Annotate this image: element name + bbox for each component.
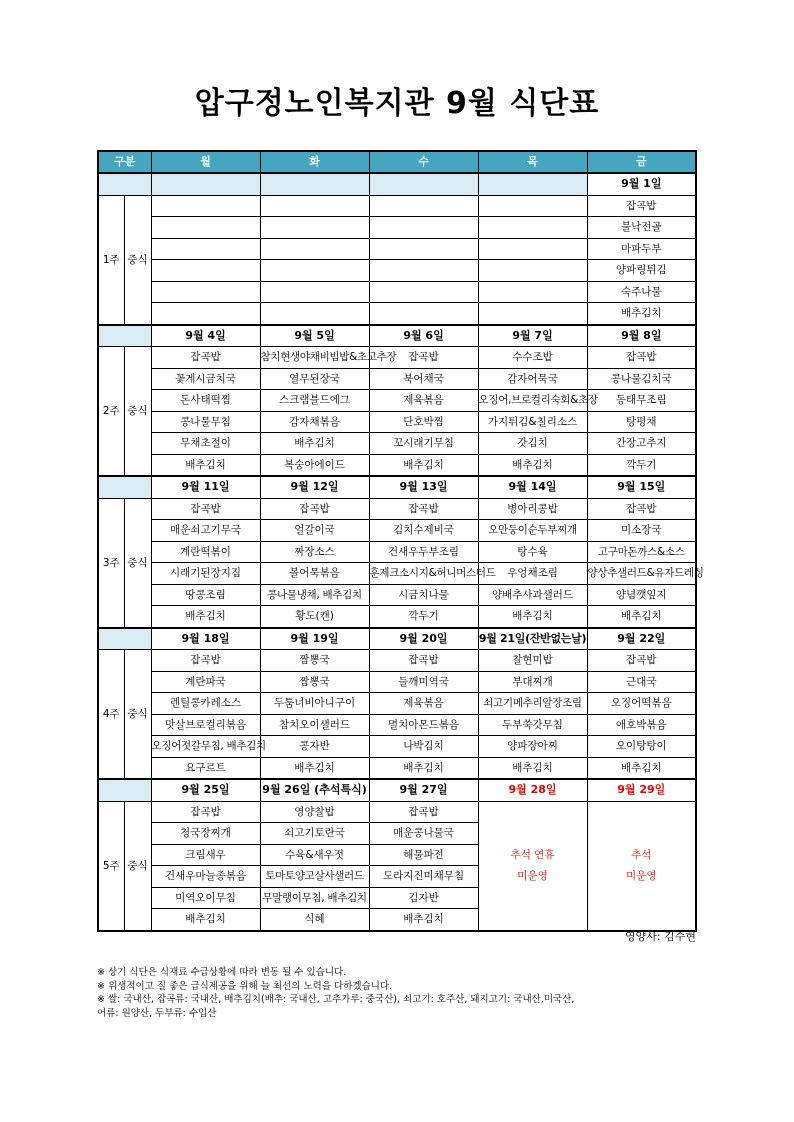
date-cell: 9월 19일 bbox=[260, 628, 369, 650]
menu-cell: 잡곡밥 bbox=[369, 347, 478, 369]
menu-cell: 병아리콩밥 bbox=[478, 498, 587, 520]
menu-cell: 숙주나물 bbox=[587, 281, 696, 303]
menu-cell bbox=[151, 195, 260, 217]
menu-cell bbox=[478, 823, 587, 845]
menu-cell: 복숭아에이드 bbox=[260, 454, 369, 476]
menu-cell: 오이탕탕이 bbox=[587, 736, 696, 758]
menu-cell: 동태무조림 bbox=[587, 390, 696, 412]
date-row-blank bbox=[98, 476, 151, 498]
menu-row bbox=[98, 671, 696, 693]
menu-cell: 불낙전골 bbox=[587, 217, 696, 239]
menu-cell: 오징어떡볶음 bbox=[587, 693, 696, 715]
note-line: ※ 쌀: 국내산, 잡곡류: 국내산, 배추김치(배추: 국내산, 고추가루: 중국산), 쇠고기: 호주산, 돼지고기: 국내산,미국산, bbox=[97, 994, 575, 1005]
menu-cell: 쇠고기메추리알장조림 bbox=[478, 693, 587, 715]
menu-cell bbox=[369, 260, 478, 282]
note-line: ※ 상기 식단은 식재료 수급상황에 따라 변동 될 수 있습니다. bbox=[97, 967, 347, 978]
menu-cell: 렌틸콩카레소스 bbox=[151, 693, 260, 715]
menu-cell: 양념깻잎지 bbox=[587, 584, 696, 606]
menu-cell: 훈제크소시지&허니머스터드 bbox=[369, 563, 478, 585]
menu-cell: 건새우두부조림 bbox=[369, 541, 478, 563]
date-cell: 9월 12일 bbox=[260, 476, 369, 498]
date-row-blank bbox=[98, 325, 151, 347]
header-day: 월 bbox=[151, 151, 260, 173]
menu-cell: 고구마돈까스&소스 bbox=[587, 541, 696, 563]
menu-cell: 참치현생야채비빔밥&초고추장 bbox=[260, 347, 369, 369]
date-row-blank bbox=[98, 779, 151, 801]
table-header-row bbox=[98, 151, 696, 173]
menu-cell: 계란떡볶이 bbox=[151, 541, 260, 563]
menu-cell: 나박김치 bbox=[369, 736, 478, 758]
date-cell bbox=[478, 173, 587, 195]
menu-cell bbox=[478, 195, 587, 217]
menu-cell: 감자채볶음 bbox=[260, 411, 369, 433]
menu-cell: 배추김치 bbox=[478, 454, 587, 476]
menu-cell: 갓김치 bbox=[478, 433, 587, 455]
menu-cell: 두툼너비아니구이 bbox=[260, 693, 369, 715]
menu-cell: 미역오이무침 bbox=[151, 887, 260, 909]
menu-cell: 잡곡밥 bbox=[369, 650, 478, 672]
menu-cell: 잡곡밥 bbox=[151, 347, 260, 369]
menu-cell: 배추김치 bbox=[587, 757, 696, 779]
menu-cell: 깍두기 bbox=[369, 606, 478, 628]
menu-cell: 애호박볶음 bbox=[587, 714, 696, 736]
menu-row bbox=[98, 520, 696, 542]
menu-cell: 배추김치 bbox=[151, 909, 260, 931]
menu-row bbox=[98, 736, 696, 758]
menu-cell bbox=[587, 823, 696, 845]
date-cell: 9월 15일 bbox=[587, 476, 696, 498]
date-row bbox=[98, 173, 696, 195]
note-line: ※ 위생적이고 질 좋은 급식제공을 위해 늘 최선의 노력을 다하겠습니다. bbox=[97, 980, 393, 992]
menu-cell: 간장고추지 bbox=[587, 433, 696, 455]
menu-cell: 해물파전 bbox=[369, 844, 478, 866]
menu-cell: 맛살브로컬리볶음 bbox=[151, 714, 260, 736]
menu-cell bbox=[587, 801, 696, 823]
menu-cell bbox=[151, 303, 260, 325]
menu-cell bbox=[151, 217, 260, 239]
menu-cell: 미운영 bbox=[478, 866, 587, 888]
date-row bbox=[98, 325, 696, 347]
date-row-blank bbox=[98, 628, 151, 650]
menu-cell: 추석 연휴 bbox=[478, 844, 587, 866]
date-cell: 9월 7일 bbox=[478, 325, 587, 347]
menu-cell: 배추김치 bbox=[260, 433, 369, 455]
menu-cell: 마파두부 bbox=[587, 238, 696, 260]
menu-cell: 짬뽕국 bbox=[260, 650, 369, 672]
menu-row bbox=[98, 281, 696, 303]
menu-row bbox=[98, 390, 696, 412]
menu-cell: 미운영 bbox=[587, 866, 696, 888]
menu-cell bbox=[260, 260, 369, 282]
menu-row bbox=[98, 844, 696, 866]
date-row-blank bbox=[98, 173, 151, 195]
menu-cell: 오만둥이순두부찌개 bbox=[478, 520, 587, 542]
menu-cell: 김치수제비국 bbox=[369, 520, 478, 542]
meal-label: 중식 bbox=[124, 801, 151, 931]
menu-cell: 배추김치 bbox=[587, 606, 696, 628]
header-day: 금 bbox=[587, 151, 696, 173]
menu-cell: 잡곡밥 bbox=[151, 650, 260, 672]
menu-cell: 들깨미역국 bbox=[369, 671, 478, 693]
menu-cell: 배추김치 bbox=[151, 454, 260, 476]
menu-cell: 배추김치 bbox=[260, 757, 369, 779]
menu-cell: 수육&새우젓 bbox=[260, 844, 369, 866]
menu-cell: 탕평채 bbox=[587, 411, 696, 433]
date-cell: 9월 25일 bbox=[151, 779, 260, 801]
menu-cell: 매운쇠고기무국 bbox=[151, 520, 260, 542]
menu-cell bbox=[369, 238, 478, 260]
menu-row bbox=[98, 823, 696, 845]
menu-cell bbox=[260, 281, 369, 303]
menu-cell: 무채초절이 bbox=[151, 433, 260, 455]
menu-cell bbox=[369, 281, 478, 303]
meal-label: 중식 bbox=[124, 195, 151, 325]
menu-cell bbox=[478, 217, 587, 239]
header-day: 화 bbox=[260, 151, 369, 173]
menu-cell: 배추김치 bbox=[369, 454, 478, 476]
menu-cell: 잡곡밥 bbox=[260, 498, 369, 520]
date-cell: 9월 4일 bbox=[151, 325, 260, 347]
menu-cell bbox=[369, 195, 478, 217]
date-cell: 9월 6일 bbox=[369, 325, 478, 347]
date-cell: 9월 13일 bbox=[369, 476, 478, 498]
menu-cell: 볼어묵볶음 bbox=[260, 563, 369, 585]
date-cell: 9월 26일 (추석특식) bbox=[260, 779, 369, 801]
date-cell bbox=[260, 173, 369, 195]
header-gubun: 구분 bbox=[98, 151, 151, 173]
menu-row bbox=[98, 866, 696, 888]
menu-row bbox=[98, 650, 696, 672]
menu-cell: 잡곡밥 bbox=[587, 347, 696, 369]
menu-cell: 배추김치 bbox=[369, 757, 478, 779]
date-cell: 9월 1일 bbox=[587, 173, 696, 195]
menu-cell: 김자반 bbox=[369, 887, 478, 909]
date-cell: 9월 27일 bbox=[369, 779, 478, 801]
menu-cell: 잡곡밥 bbox=[587, 498, 696, 520]
menu-cell: 콩자반 bbox=[260, 736, 369, 758]
menu-cell: 영양찰밥 bbox=[260, 801, 369, 823]
menu-cell: 단호박찜 bbox=[369, 411, 478, 433]
meal-label: 중식 bbox=[124, 498, 151, 628]
date-row bbox=[98, 779, 696, 801]
menu-cell: 잡곡밥 bbox=[587, 195, 696, 217]
meal-label: 중식 bbox=[124, 347, 151, 477]
menu-row bbox=[98, 887, 696, 909]
menu-cell: 열무된장국 bbox=[260, 368, 369, 390]
menu-cell: 두부쑥갓무침 bbox=[478, 714, 587, 736]
date-cell: 9월 11일 bbox=[151, 476, 260, 498]
menu-cell: 잡곡밥 bbox=[369, 801, 478, 823]
menu-cell: 부대찌개 bbox=[478, 671, 587, 693]
menu-row bbox=[98, 260, 696, 282]
menu-cell: 오징어젓갈무침, 배추김치 bbox=[151, 736, 260, 758]
menu-cell: 꽃게시금치국 bbox=[151, 368, 260, 390]
date-cell: 9월 14일 bbox=[478, 476, 587, 498]
menu-cell: 추석 bbox=[587, 844, 696, 866]
menu-cell: 찰현미밥 bbox=[478, 650, 587, 672]
menu-cell: 멸치아몬드볶음 bbox=[369, 714, 478, 736]
menu-row bbox=[98, 217, 696, 239]
menu-row bbox=[98, 563, 696, 585]
menu-cell bbox=[260, 303, 369, 325]
date-cell: 9월 20일 bbox=[369, 628, 478, 650]
menu-cell bbox=[478, 909, 587, 931]
menu-cell: 콩나물무침 bbox=[151, 411, 260, 433]
menu-cell: 계란파국 bbox=[151, 671, 260, 693]
menu-row bbox=[98, 909, 696, 931]
menu-cell: 배추김치 bbox=[151, 606, 260, 628]
menu-row bbox=[98, 454, 696, 476]
menu-cell: 얼갈이국 bbox=[260, 520, 369, 542]
menu-cell bbox=[478, 260, 587, 282]
menu-cell: 짜장소스 bbox=[260, 541, 369, 563]
menu-cell: 짬뽕국 bbox=[260, 671, 369, 693]
menu-row bbox=[98, 541, 696, 563]
menu-cell: 땅콩조림 bbox=[151, 584, 260, 606]
menu-cell: 콩나물냉채, 배추김치 bbox=[260, 584, 369, 606]
menu-row bbox=[98, 303, 696, 325]
menu-row bbox=[98, 714, 696, 736]
menu-cell: 오징어,브로컬리숙회&초장 bbox=[478, 390, 587, 412]
notes bbox=[97, 966, 717, 1020]
menu-cell bbox=[260, 195, 369, 217]
menu-row bbox=[98, 368, 696, 390]
menu-cell bbox=[478, 303, 587, 325]
date-cell: 9월 29일 bbox=[587, 779, 696, 801]
menu-cell: 깍두기 bbox=[587, 454, 696, 476]
date-cell: 9월 8일 bbox=[587, 325, 696, 347]
menu-cell bbox=[369, 303, 478, 325]
menu-row bbox=[98, 347, 696, 369]
menu-cell bbox=[478, 281, 587, 303]
menu-cell: 북어채국 bbox=[369, 368, 478, 390]
date-cell: 9월 22일 bbox=[587, 628, 696, 650]
menu-cell: 매운콩나물국 bbox=[369, 823, 478, 845]
menu-cell: 쇠고기토란국 bbox=[260, 823, 369, 845]
menu-cell: 가지튀김&칠리소스 bbox=[478, 411, 587, 433]
date-cell: 9월 21일(잔반없는날) bbox=[478, 628, 587, 650]
date-cell: 9월 28일 bbox=[478, 779, 587, 801]
date-cell bbox=[369, 173, 478, 195]
menu-cell: 참치오이샐러드 bbox=[260, 714, 369, 736]
nutritionist: 영양사: 김수현 bbox=[625, 930, 696, 943]
menu-cell: 양파링튀김 bbox=[587, 260, 696, 282]
menu-row bbox=[98, 433, 696, 455]
menu-cell: 수수조밥 bbox=[478, 347, 587, 369]
week-label: 2주 bbox=[98, 347, 124, 477]
menu-row bbox=[98, 195, 696, 217]
menu-cell: 배추김치 bbox=[478, 757, 587, 779]
week-label: 1주 bbox=[98, 195, 124, 325]
menu-cell: 우엉채조림 bbox=[478, 563, 587, 585]
menu-cell: 배추김치 bbox=[587, 303, 696, 325]
date-cell: 9월 5일 bbox=[260, 325, 369, 347]
menu-cell: 양배추사과샐러드 bbox=[478, 584, 587, 606]
menu-cell: 무말랭이무침, 배추김치 bbox=[260, 887, 369, 909]
menu-cell: 미소장국 bbox=[587, 520, 696, 542]
menu-cell: 양상추샐러드&유자드레싱 bbox=[587, 563, 696, 585]
menu-cell bbox=[260, 238, 369, 260]
menu-cell: 배추김치 bbox=[478, 606, 587, 628]
menu-cell: 황도(캔) bbox=[260, 606, 369, 628]
menu-cell: 시래기된장지짐 bbox=[151, 563, 260, 585]
menu-table bbox=[97, 150, 704, 932]
menu-cell: 제육볶음 bbox=[369, 693, 478, 715]
week-label: 3주 bbox=[98, 498, 124, 628]
menu-row bbox=[98, 801, 696, 823]
menu-cell bbox=[151, 238, 260, 260]
menu-cell: 청국장찌개 bbox=[151, 823, 260, 845]
menu-cell: 잡곡밥 bbox=[151, 801, 260, 823]
menu-cell bbox=[151, 281, 260, 303]
menu-row bbox=[98, 498, 696, 520]
meal-label: 중식 bbox=[124, 650, 151, 780]
date-cell bbox=[151, 173, 260, 195]
menu-cell: 콩나물김치국 bbox=[587, 368, 696, 390]
menu-cell bbox=[587, 887, 696, 909]
date-cell: 9월 18일 bbox=[151, 628, 260, 650]
menu-cell: 꼬시래기무침 bbox=[369, 433, 478, 455]
menu-cell: 잡곡밥 bbox=[587, 650, 696, 672]
note-line: 어류: 원양산, 두부류: 수입산 bbox=[97, 1007, 217, 1019]
menu-cell: 크림새우 bbox=[151, 844, 260, 866]
menu-cell: 요구르트 bbox=[151, 757, 260, 779]
menu-row bbox=[98, 757, 696, 779]
menu-cell: 양파장아찌 bbox=[478, 736, 587, 758]
menu-cell: 잡곡밥 bbox=[151, 498, 260, 520]
week-label: 5주 bbox=[98, 801, 124, 931]
menu-cell: 근대국 bbox=[587, 671, 696, 693]
menu-cell: 토마토양고살사샐러드 bbox=[260, 866, 369, 888]
menu-cell: 제육볶음 bbox=[369, 390, 478, 412]
menu-cell bbox=[151, 260, 260, 282]
page-title: 압구정노인복지관 9월 식단표 bbox=[194, 86, 600, 121]
header-day: 목 bbox=[478, 151, 587, 173]
menu-cell: 배추김치 bbox=[369, 909, 478, 931]
header-day: 수 bbox=[369, 151, 478, 173]
menu-cell: 식혜 bbox=[260, 909, 369, 931]
menu-cell bbox=[369, 217, 478, 239]
menu-row bbox=[98, 238, 696, 260]
menu-cell: 시금치나물 bbox=[369, 584, 478, 606]
menu-cell: 탕수육 bbox=[478, 541, 587, 563]
date-row bbox=[98, 628, 696, 650]
menu-cell bbox=[260, 217, 369, 239]
menu-row bbox=[98, 693, 696, 715]
menu-cell bbox=[478, 887, 587, 909]
menu-row bbox=[98, 606, 696, 628]
date-row bbox=[98, 476, 696, 498]
menu-cell bbox=[478, 238, 587, 260]
menu-cell: 스크램블드에그 bbox=[260, 390, 369, 412]
menu-row bbox=[98, 584, 696, 606]
menu-cell bbox=[478, 801, 587, 823]
week-label: 4주 bbox=[98, 650, 124, 780]
menu-row bbox=[98, 411, 696, 433]
menu-cell: 돈사태떡찜 bbox=[151, 390, 260, 412]
menu-cell: 도라지진미채무침 bbox=[369, 866, 478, 888]
menu-cell: 잡곡밥 bbox=[369, 498, 478, 520]
menu-cell: 감자어묵국 bbox=[478, 368, 587, 390]
menu-cell: 건새우마늘종볶음 bbox=[151, 866, 260, 888]
